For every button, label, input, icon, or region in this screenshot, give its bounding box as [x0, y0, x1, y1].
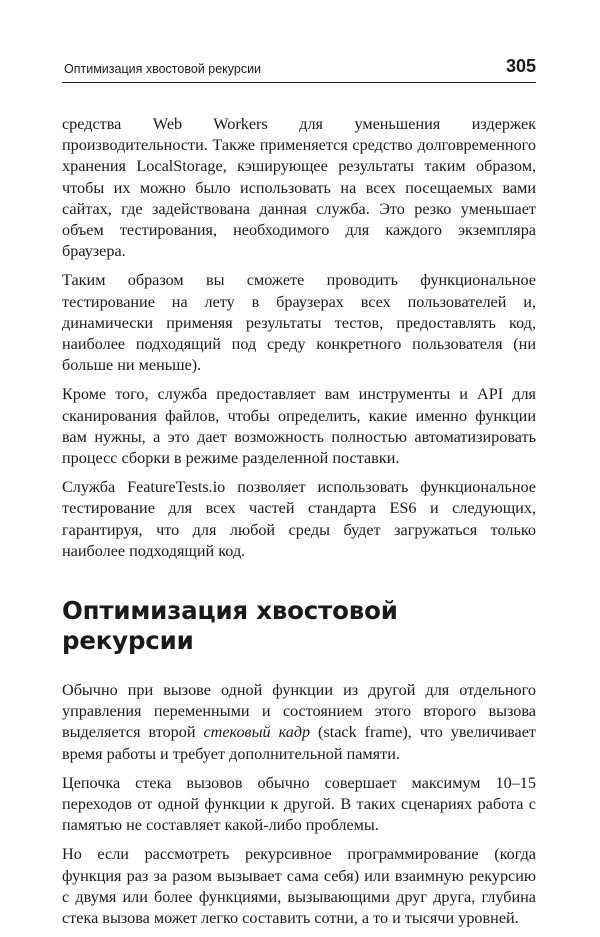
page-header: [62, 56, 536, 83]
page-number: 305: [505, 56, 536, 76]
paragraph-functional-testing: Таким образом вы сможете проводить функциональное тестирование на лету в браузерах всех пользователей и, динамически применяя результаты тестов, предоставлять код, наиболее подходящий под среду конкретного пользователя (ни больше ни меньше).: [62, 271, 536, 375]
stack-frame-text-start: Обычно при вызове одной функции из другой для отдельного управления переменными и состоянием этого второго вызова выделяется второй: [62, 681, 536, 742]
paragraph-recursion: Но если рассмотреть рекурсивное программирование (когда функция раз за разом вызывает сама себя) или взаимную рекурсию с двумя или более функциями, вызывающими друг друга, глубина стека вызова может легко составить сотни, а то и тысячи уровней.: [62, 845, 536, 928]
stack-frame-text-end: (stack frame), что увеличивает время работы и требует дополнительной памяти.: [62, 723, 536, 763]
paragraph-web-workers: средства Web Workers для уменьшения издержек производительности. Также применяется средство долговременного хранения LocalStorage, кэширующее результаты таким образом, чтобы их можно было использовать на всех посещаемых вами сайтах, где задействована данная служба. Это резко уменьшает объем тестирования, необходимого для каждого экземпляра браузера.: [62, 115, 536, 261]
page-body: [62, 114, 536, 937]
paragraph-stack-frame: [62, 680, 536, 765]
running-title: Оптимизация хвостовой рекурсии: [64, 62, 262, 76]
paragraph-featuretests: Служба FeatureTests.io позволяет использовать функциональное тестирование для всех частей стандарта ES6 и следующих, гарантируя, что для любой среды будет загружаться только наиболее подходящий код.: [62, 478, 536, 560]
section-heading: Оптимизация хвостовой рекурсии: [62, 596, 398, 656]
paragraph-call-chain: Цепочка стека вызовов обычно совершает максимум 10–15 переходов от одной функции к другой. В таких сценариях работа с памятью не составляет какой-либо проблемы.: [62, 773, 536, 835]
stack-frame-term: стековый кадр: [203, 723, 311, 742]
paragraph-tools-api: Кроме того, служба предоставляет вам инструменты и API для сканирования файлов, чтобы определить, какие именно функции вам нужны, а это дает возможность полностью автоматизировать процесс сборки в режиме разделенной поставки.: [62, 385, 536, 468]
